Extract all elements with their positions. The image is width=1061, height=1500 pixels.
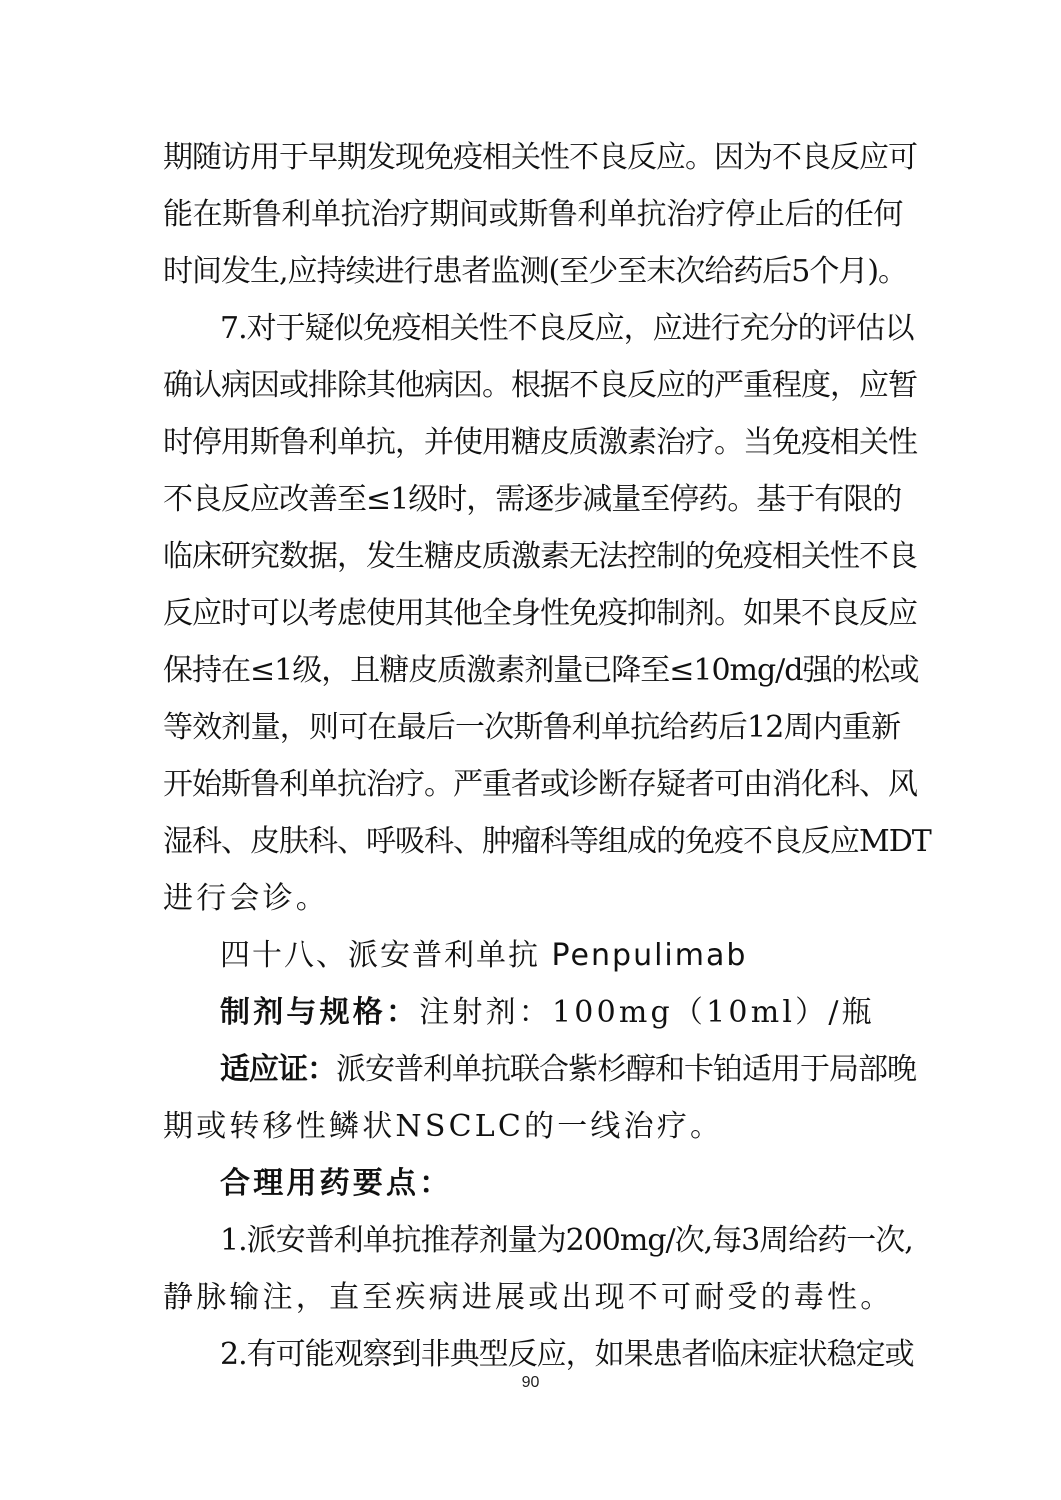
- formulation-value: 注射剂：100mg（10ml）/瓶: [419, 995, 875, 1030]
- paragraph-line: 确认病因或排除其他病因。根据不良反应的严重程度，应暂: [163, 368, 917, 403]
- paragraph-line: 1.派安普利单抗推荐剂量为200mg/次,每3周给药一次,: [220, 1223, 913, 1258]
- paragraph-line: 进行会诊。: [163, 881, 329, 916]
- paragraph-line: 能在斯鲁利单抗治疗期间或斯鲁利单抗治疗停止后的任何: [163, 197, 903, 232]
- formulation-label: 制剂与规格：: [220, 995, 420, 1030]
- paragraph-line: 静脉输注，直至疾病进展或出现不可耐受的毒性。: [163, 1280, 894, 1315]
- indication-text: 派安普利单抗联合紫杉醇和卡铂适用于局部晚: [336, 1052, 916, 1087]
- paragraph-line: 保持在≤1级，且糖皮质激素剂量已降至≤10mg/d强的松或: [163, 653, 919, 688]
- indication-label: 适应证：: [220, 1052, 336, 1087]
- document-body: [163, 129, 931, 1383]
- paragraph-line: 湿科、皮肤科、呼吸科、肿瘤科等组成的免疫不良反应MDT: [163, 824, 931, 859]
- paragraph-line: 期随访用于早期发现免疫相关性不良反应。因为不良反应可: [163, 140, 917, 175]
- page-number: 90: [521, 1374, 540, 1391]
- paragraph-line: 7.对于疑似免疫相关性不良反应，应进行充分的评估以: [220, 311, 914, 346]
- paragraph-line: 等效剂量，则可在最后一次斯鲁利单抗给药后12周内重新: [163, 710, 901, 745]
- paragraph-line: 临床研究数据，发生糖皮质激素无法控制的免疫相关性不良: [163, 539, 917, 574]
- paragraph-line: 不良反应改善至≤1级时，需逐步减量至停药。基于有限的: [163, 482, 902, 517]
- formulation-line: [163, 984, 903, 1041]
- paragraph-line: 时间发生,应持续进行患者监测(至少至末次给药后5个月)。: [163, 254, 908, 289]
- key-points-heading: 合理用药要点：: [220, 1166, 453, 1201]
- paragraph-line: 2.有可能观察到非典型反应，如果患者临床症状稳定或: [220, 1337, 914, 1372]
- paragraph-line: 开始斯鲁利单抗治疗。严重者或诊断存疑者可由消化科、风: [163, 767, 917, 802]
- section-heading: 四十八、派安普利单抗 Penpulimab: [220, 938, 748, 973]
- indication-line: [163, 1041, 916, 1098]
- paragraph-line: 期或转移性鳞状NSCLC的一线治疗。: [163, 1109, 724, 1144]
- paragraph-line: 反应时可以考虑使用其他全身性免疫抑制剂。如果不良反应: [163, 596, 917, 631]
- paragraph-line: 时停用斯鲁利单抗，并使用糖皮质激素治疗。当免疫相关性: [163, 425, 917, 460]
